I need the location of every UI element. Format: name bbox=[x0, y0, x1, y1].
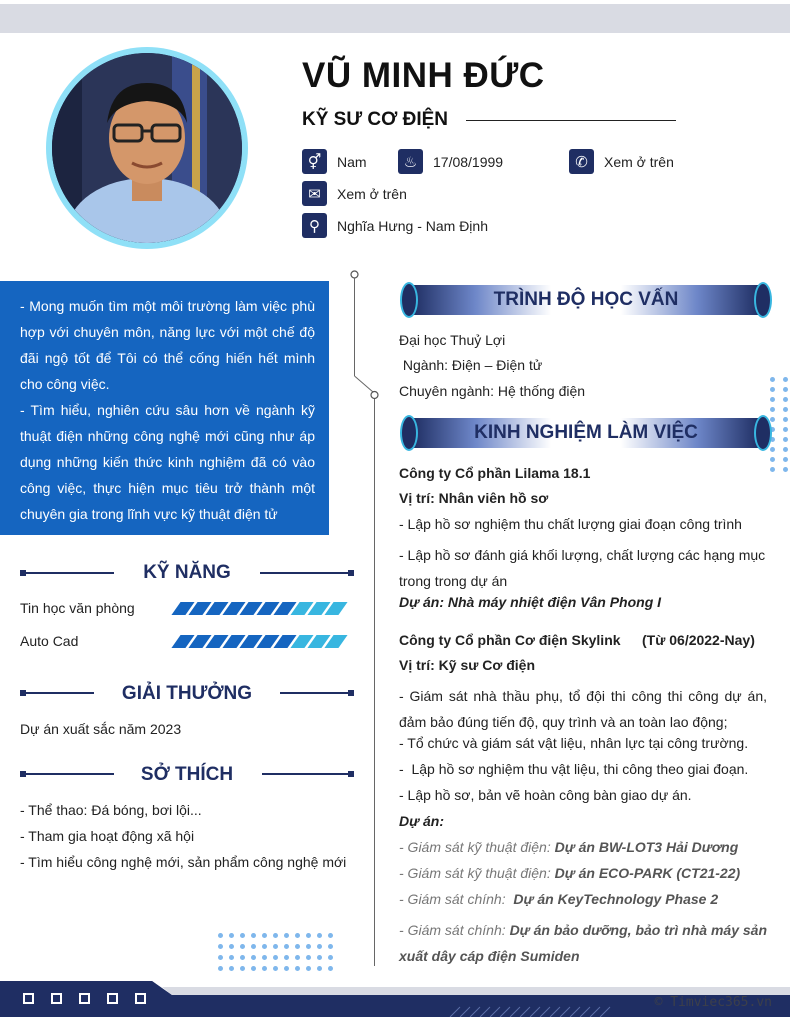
dot bbox=[783, 387, 788, 392]
job-project: Dự án: Nhà máy nhiệt điện Vân Phong I bbox=[399, 594, 662, 610]
dot bbox=[328, 944, 333, 949]
project-name: Dự án ECO-PARK (CT21-22) bbox=[554, 865, 741, 881]
email-value: Xem ở trên bbox=[337, 185, 407, 202]
experience-heading: KINH NGHIỆM LÀM VIỆC bbox=[474, 422, 698, 443]
top-bar bbox=[0, 4, 790, 33]
job-period: (Từ 06/2022-Nay) bbox=[642, 632, 755, 648]
avatar-photo bbox=[52, 53, 242, 243]
job-position: Vị trí: Nhân viên hồ sơ bbox=[399, 490, 549, 506]
dot bbox=[770, 387, 775, 392]
job-duty: - Lập hồ sơ đánh giá khối lượng, chất lượng các hạng mục trong trong dự án bbox=[399, 547, 766, 589]
dot bbox=[783, 467, 788, 472]
education-major: Ngành: Điện – Điện tử bbox=[399, 357, 543, 373]
job-duty: - Tổ chức và giám sát vật liệu, nhân lực tại công trường. bbox=[399, 735, 749, 751]
dot bbox=[218, 955, 223, 960]
skills-heading: KỸ NĂNG bbox=[143, 562, 231, 583]
footer-square bbox=[79, 993, 90, 1004]
dot bbox=[262, 955, 267, 960]
dot bbox=[328, 955, 333, 960]
job-company: Công ty Cổ phần Cơ điện Skylink bbox=[399, 632, 621, 648]
award-item: Dự án xuất sắc năm 2023 bbox=[20, 721, 182, 737]
job-position: Vị trí: Kỹ sư Cơ điện bbox=[399, 657, 536, 673]
skill-rating-bar bbox=[176, 602, 343, 615]
project-item bbox=[399, 865, 740, 881]
dot bbox=[783, 407, 788, 412]
section-line bbox=[20, 692, 94, 694]
dot bbox=[218, 944, 223, 949]
location-pin-icon: ⚲ bbox=[302, 213, 327, 238]
dot bbox=[295, 933, 300, 938]
education-specialty: Chuyên ngành: Hệ thống điện bbox=[399, 383, 586, 399]
hobbies-heading: SỞ THÍCH bbox=[140, 764, 234, 785]
dot bbox=[284, 955, 289, 960]
footer-square bbox=[107, 993, 118, 1004]
dot bbox=[218, 933, 223, 938]
phone-info bbox=[569, 149, 674, 174]
dot bbox=[262, 933, 267, 938]
project-item bbox=[399, 891, 718, 907]
mail-icon: ✉ bbox=[302, 181, 327, 206]
experience-heading-ribbon bbox=[400, 415, 772, 451]
dot bbox=[317, 933, 322, 938]
dot bbox=[273, 944, 278, 949]
dot bbox=[229, 933, 234, 938]
dot bbox=[229, 966, 234, 971]
dot bbox=[273, 955, 278, 960]
hobby-item: - Thể thao: Đá bóng, bơi lội... bbox=[20, 802, 202, 818]
phone-icon: ✆ bbox=[569, 149, 594, 174]
dot bbox=[273, 966, 278, 971]
dot bbox=[240, 966, 245, 971]
email-info bbox=[302, 181, 407, 206]
dot bbox=[783, 437, 788, 442]
dot bbox=[306, 955, 311, 960]
project-item bbox=[399, 917, 767, 969]
awards-heading: GIẢI THƯỞNG bbox=[121, 683, 253, 704]
birthday-value: 17/08/1999 bbox=[433, 153, 504, 170]
dot bbox=[295, 955, 300, 960]
section-line bbox=[260, 572, 352, 574]
dot bbox=[317, 955, 322, 960]
dot bbox=[240, 944, 245, 949]
decorative-dots bbox=[218, 933, 333, 971]
dot bbox=[783, 417, 788, 422]
dot bbox=[295, 944, 300, 949]
job-duty: - Lập hồ sơ nghiệm thu chất lượng giai đoạn công trình bbox=[399, 516, 742, 532]
dot bbox=[306, 933, 311, 938]
footer-square bbox=[51, 993, 62, 1004]
project-item bbox=[399, 839, 738, 855]
job-company: Công ty Cổ phần Lilama 18.1 bbox=[399, 465, 591, 481]
education-heading: TRÌNH ĐỘ HỌC VẤN bbox=[493, 289, 679, 310]
dot bbox=[306, 966, 311, 971]
section-line bbox=[262, 773, 352, 775]
dot bbox=[328, 933, 333, 938]
dot bbox=[262, 944, 267, 949]
dot bbox=[317, 966, 322, 971]
dot bbox=[284, 944, 289, 949]
candidate-name: VŨ MINH ĐỨC bbox=[302, 56, 545, 95]
dot bbox=[770, 467, 775, 472]
hobby-item: - Tham gia hoạt động xã hội bbox=[20, 828, 195, 844]
gender-icon: ⚥ bbox=[302, 149, 327, 174]
job-duty: - Lập hồ sơ nghiệm thu vật liệu, thi công theo giai đoạn. bbox=[399, 761, 749, 777]
dot bbox=[251, 944, 256, 949]
dot bbox=[770, 377, 775, 382]
dot bbox=[783, 427, 788, 432]
dot bbox=[218, 966, 223, 971]
section-line bbox=[20, 773, 114, 775]
dot bbox=[284, 933, 289, 938]
dot bbox=[770, 407, 775, 412]
dot bbox=[284, 966, 289, 971]
dot bbox=[328, 966, 333, 971]
dot bbox=[783, 457, 788, 462]
projects-label: Dự án: bbox=[399, 813, 444, 829]
section-line bbox=[280, 692, 352, 694]
job-duty: - Lập hồ sơ, bản vẽ hoàn công bàn giao dự án. bbox=[399, 787, 692, 803]
skill-name: Tin học văn phòng bbox=[20, 600, 135, 616]
job-duty: - Giám sát nhà thầu phụ, tổ đội thi công thi công dự án, đảm bảo đúng tiến độ, quy trình và an toàn lao động; bbox=[399, 688, 767, 730]
address-info bbox=[302, 213, 488, 238]
job-title: KỸ SƯ CƠ ĐIỆN bbox=[302, 109, 448, 130]
dot bbox=[306, 944, 311, 949]
gender-info bbox=[302, 149, 367, 174]
dot bbox=[240, 955, 245, 960]
dot bbox=[229, 955, 234, 960]
project-name: Dự án bảo dưỡng, bảo trì nhà máy sản xuất dây cáp điện Sumiden bbox=[399, 922, 768, 964]
project-name: Dự án BW-LOT3 Hải Dương bbox=[554, 839, 739, 855]
project-role: - Giám sát kỹ thuật điện: bbox=[399, 839, 555, 855]
dot bbox=[251, 955, 256, 960]
objective-paragraph-1: - Mong muốn tìm một môi trường làm việc phù hợp với chuyên môn, năng lực với một chế độ đãi ngộ tốt để Tôi có thể cống hiến hết mình cho công việc. bbox=[20, 298, 315, 392]
dot bbox=[317, 944, 322, 949]
project-name: Dự án KeyTechnology Phase 2 bbox=[513, 891, 719, 907]
avatar bbox=[46, 47, 248, 249]
gender-value: Nam bbox=[337, 153, 367, 170]
dot bbox=[783, 377, 788, 382]
dot bbox=[240, 933, 245, 938]
dot bbox=[229, 944, 234, 949]
dot bbox=[783, 447, 788, 452]
dot bbox=[251, 933, 256, 938]
project-role: - Giám sát kỹ thuật điện: bbox=[399, 865, 555, 881]
education-heading-ribbon bbox=[400, 282, 772, 318]
dot bbox=[262, 966, 267, 971]
skill-name: Auto Cad bbox=[20, 633, 79, 649]
cake-icon: ♨ bbox=[398, 149, 423, 174]
dot bbox=[251, 966, 256, 971]
watermark: © Timviec365.vn bbox=[654, 995, 772, 1010]
footer-square bbox=[23, 993, 34, 1004]
dot bbox=[783, 397, 788, 402]
timeline-line bbox=[346, 266, 380, 966]
career-objective bbox=[0, 281, 329, 535]
project-role: - Giám sát chính: bbox=[399, 922, 510, 938]
footer-square bbox=[135, 993, 146, 1004]
address-value: Nghĩa Hưng - Nam Định bbox=[337, 217, 488, 234]
dot bbox=[770, 457, 775, 462]
birthday-info bbox=[398, 149, 503, 174]
education-school: Đại học Thuỷ Lợi bbox=[399, 332, 506, 348]
section-line bbox=[20, 572, 114, 574]
dot bbox=[273, 933, 278, 938]
decorative-dots bbox=[770, 377, 788, 472]
phone-value: Xem ở trên bbox=[604, 153, 674, 170]
project-role: - Giám sát chính: bbox=[399, 891, 514, 907]
objective-paragraph-2: - Tìm hiểu, nghiên cứu sâu hơn về ngành kỹ thuật điện những công nghệ mới cũng như áp dụng những kiến thức kinh nghiệm đã có vào công việc, thực hiện mục tiêu trở thành một chuyên gia trong lĩnh vực kỹ thuật điện tử bbox=[20, 402, 315, 522]
dot bbox=[770, 397, 775, 402]
title-divider bbox=[466, 120, 676, 121]
dot bbox=[295, 966, 300, 971]
hobby-item: - Tìm hiểu công nghệ mới, sản phẩm công nghệ mới bbox=[20, 854, 347, 870]
skill-rating-bar bbox=[176, 635, 343, 648]
